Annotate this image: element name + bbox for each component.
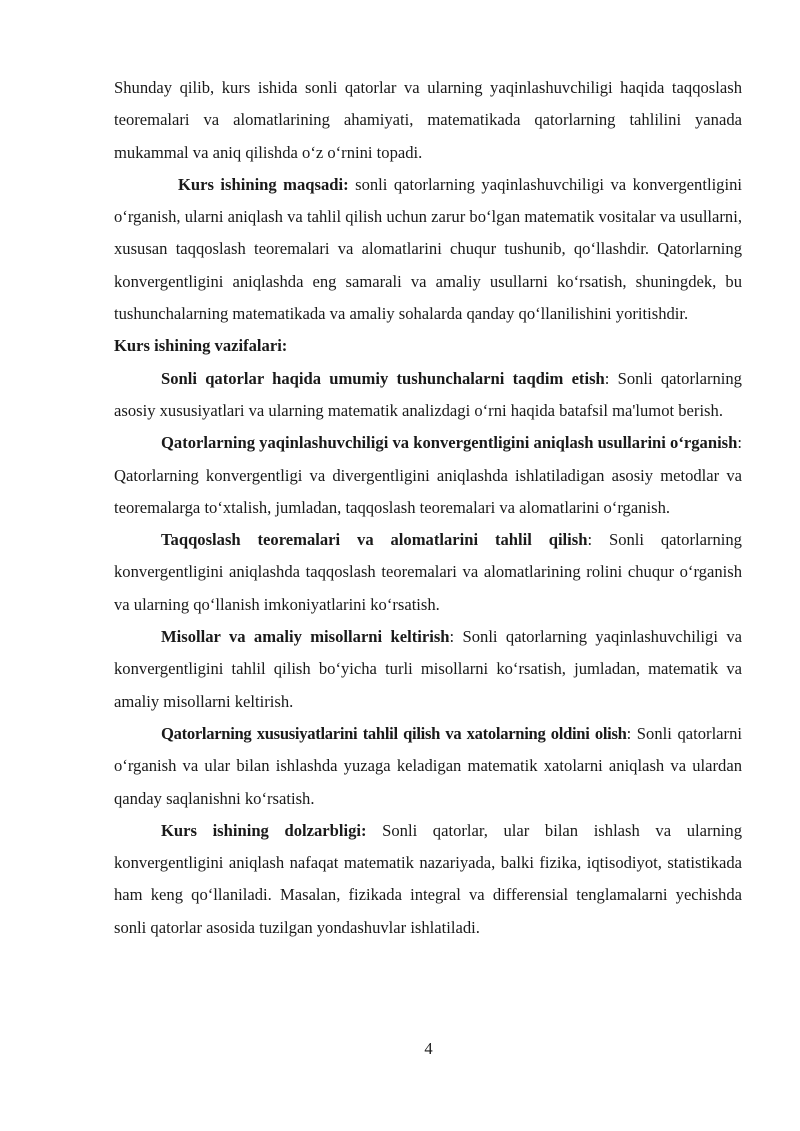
task-text: : Sonli qatorlarning konvergentligini aniqlashda taqqoslash teoremalari va alomatlarining rolini chuqur o‘rganish va ularning qo‘llanish imkoniyatlarini ko‘rsatish. [114, 530, 742, 614]
task-item-4 [114, 621, 742, 718]
task-item-5 [114, 718, 742, 815]
paragraph-goal [114, 169, 742, 330]
task-text: : Sonli qatorlarni o‘rganish va ular bilan ishlashda yuzaga keladigan matematik xatolarni aniqlash va ulardan qanday saqlanishni ko‘rsatish. [114, 723, 742, 808]
body-text [114, 72, 742, 944]
paragraph-text: Shunday qilib, kurs ishida sonli qatorlar va ularning yaqinlashuvchiligi haqida taqqoslash teoremalari va alomatlarining ahamiyati, matematikada qatorlarning tahlilini yanada mukammal va aniq qilishda o‘z o‘rnini topadi. [114, 78, 742, 162]
paragraph-text: Sonli qatorlar, ular bilan ishlash va ularning konvergentligini aniqlash nafaqat matematik nazariyada, balki fizika, iqtisodiyot, statistikada ham keng qo‘llaniladi. Masalan, fizikada integral va differensial tenglamalarni yechishda sonli qatorlar asosida tuzilgan yondashuvlar ishlatiladi. [114, 820, 742, 937]
task-text: : Qatorlarning konvergentligi va divergentligini aniqlashda ishlatiladigan asosiy metodlar va teoremalarga to‘xtalish, jumladan, taqqoslash teoremalari va alomatlarini o‘rganish. [114, 433, 742, 517]
task-title: Qatorlarning yaqinlashuvchiligi va konvergentligini aniqlash usullarini o‘rganish [161, 433, 738, 453]
paragraph-relevance [114, 815, 742, 944]
paragraph-conclusion [114, 72, 742, 169]
task-title: Misollar va amaliy misollarni keltirish [161, 627, 450, 647]
task-item-2 [114, 427, 742, 524]
page-number: 4 [424, 1039, 433, 1058]
heading-tasks-label: Kurs ishining vazifalari: [114, 336, 288, 356]
task-text: : Sonli qatorlarning yaqinlashuvchiligi va konvergentligini tahlil qilish bo‘yicha turli misollarni ko‘rsatish, jumladan, matematik va amaliy misollarni keltirish. [114, 627, 742, 711]
heading-tasks [114, 330, 742, 362]
task-title: Sonli qatorlar haqida umumiy tushunchalarni taqdim etish [161, 368, 605, 388]
heading-relevance: Kurs ishining dolzarbligi: [161, 820, 367, 840]
task-title: Taqqoslash teoremalari va alomatlarini tahlil qilish [161, 530, 588, 550]
task-text: : Sonli qatorlarning asosiy xususiyatlari va ularning matematik analizdagi o‘rni haqida batafsil ma'lumot berish. [114, 368, 742, 420]
heading-goal: Kurs ishining maqsadi: [178, 174, 349, 194]
paragraph-text: sonli qatorlarning yaqinlashuvchiligi va konvergentligini o‘rganish, ularni aniqlash va tahlil qilish uchun zarur bo‘lgan matematik vositalar va usullarni, xususan taqqoslash teoremalari va alomatlarini chuqur tushunib, qo‘llashdir. Qatorlarning konvergentligini aniqlashda eng samarali va amaliy usullarni ko‘rsatish, shuningdek, bu tushunchalarning matematikada va amaliy sohalarda qanday qo‘llanilishini yoritishdir. [114, 174, 742, 324]
task-item-1 [114, 363, 742, 428]
task-title: Qatorlarning xususiyatlarini tahlil qilish va xatolarning oldini olish [161, 723, 627, 743]
task-item-3 [114, 524, 742, 621]
